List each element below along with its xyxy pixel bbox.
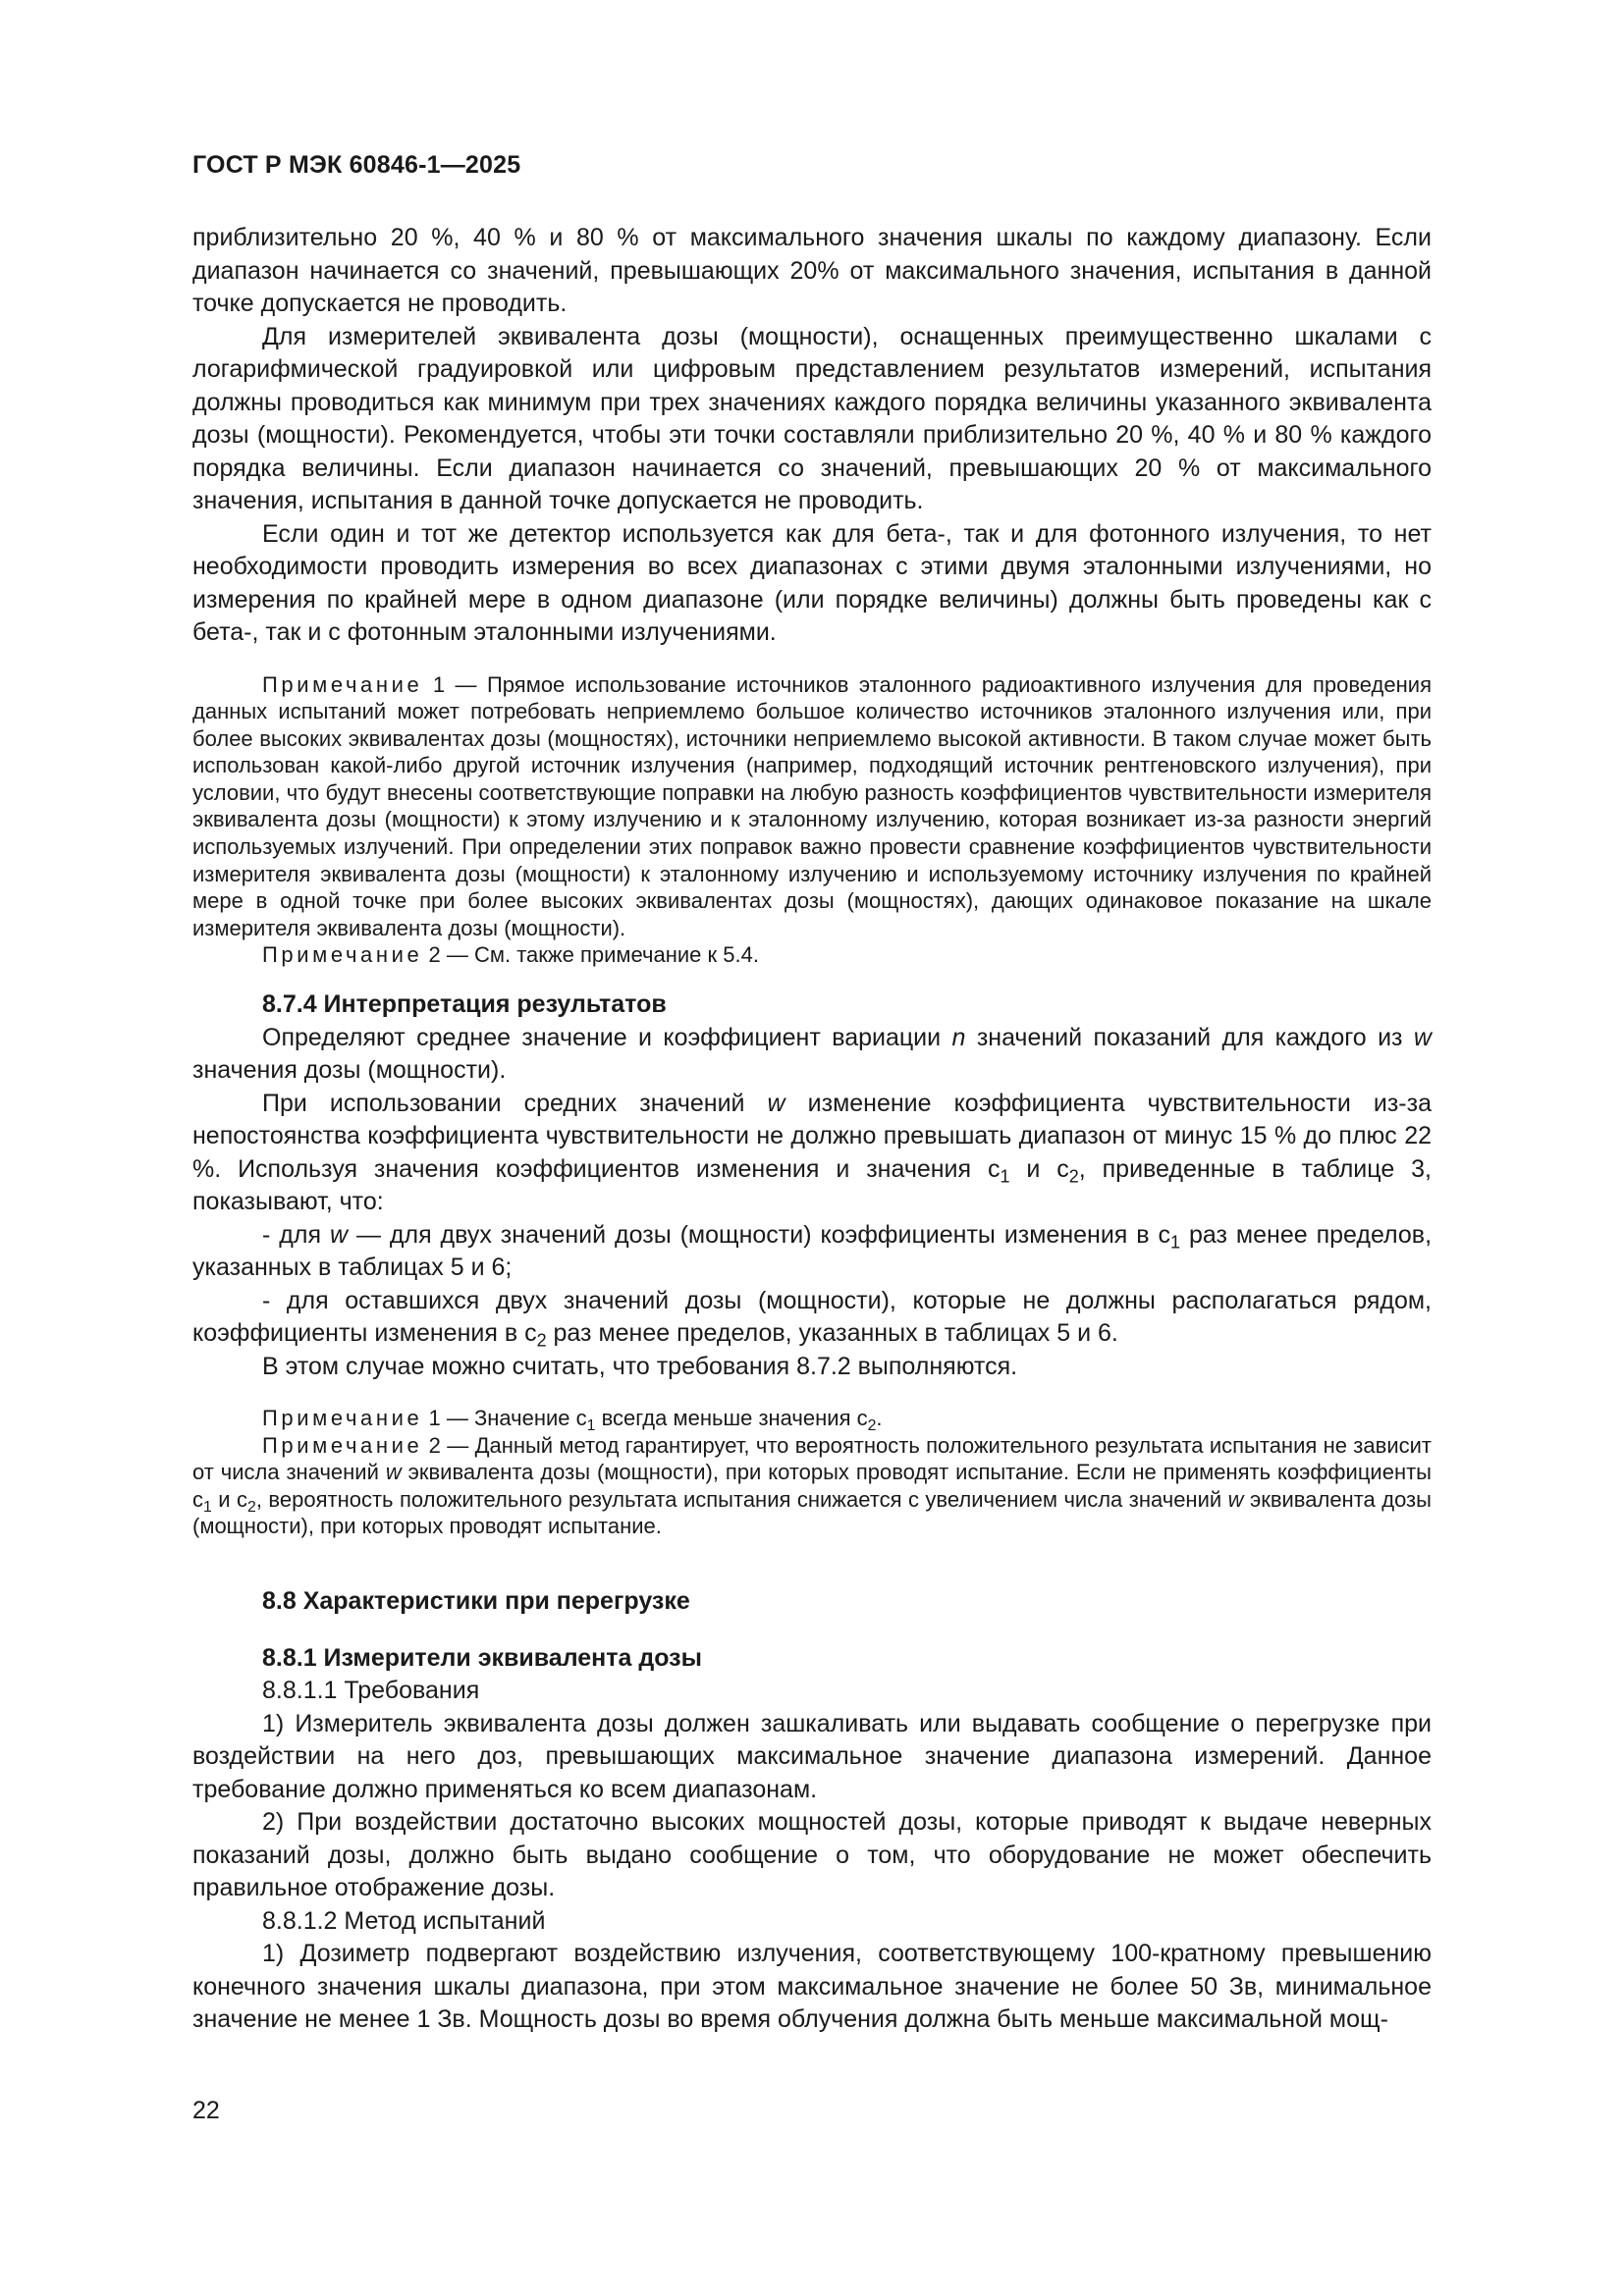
document-body <box>192 222 1432 2037</box>
note-2 <box>192 941 1432 969</box>
note-2: Примечание 2 — Данный метод гарантирует, что вероятность положительного результата испытания не зависит от числа значений w эквивалента дозы (мощности), при которых проводят испытание. Если не применять коэффициенты $c_1$ и $c_2$, вероятность положительного результата испытания снижается с увеличением числа значений w эквивалента дозы (мощности), при которых проводят испытание. <box>192 1432 1432 1539</box>
note-label: Примечание <box>262 671 423 697</box>
paragraph: приблизительно 20 %, 40 % и 80 % от максимального значения шкалы по каждому диапазону. Если диапазон начинается со значений, превышающих 20% от максимального значения, испытания в данной точке допускается не проводить. <box>192 224 1432 317</box>
requirement-item: 2) При воздействии достаточно высоких мощностей дозы, которые приводят к выдаче неверных показаний дозы, должно быть выдано сообщение о том, что оборудование не может обеспечить правильное отображение дозы. <box>192 1808 1432 1901</box>
note-label: Примечание <box>262 942 423 968</box>
section-heading: 8.7.4 Интерпретация результатов <box>262 990 667 1019</box>
document-header: ГОСТ Р МЭК 60846-1—2025 <box>192 151 521 179</box>
clause-title: 8.8.1.2 Метод испытаний <box>262 1906 546 1935</box>
test-item: 1) Дозиметр подвергают воздействию излучения, соответствующему 100-кратному превышению конечного значения шкалы диапазона, при этом максимальное значение не более 50 Зв, минимальное значение не менее 1 Зв. Мощность дозы во время облучения должна быть меньше максимальной мощ- <box>192 1940 1432 2033</box>
clause-title: 8.8.1.1 Требования <box>262 1677 480 1704</box>
paragraph: При использовании средних значений w изменение коэффициента чувствительности из-за непостоянства коэффициента чувствительности не должно превышать диапазон от минус 15 % до плюс 22 %. Используя значения коэффициентов изменения и значения $c_1$ и $c_2$, приведенные в таблице 3, показывают, что: <box>192 1089 1432 1216</box>
paragraph: В этом случае можно считать, что требования 8.7.2 выполняются. <box>262 1352 1018 1380</box>
page-number: 22 <box>192 2097 220 2124</box>
paragraph: Если один и тот же детектор используется как для бета-, так и для фотонного излучения, то нет необходимости проводить измерения во всех диапазонах с этими двумя эталонными излучениями, но измерения по крайней мере в одном диапазоне (или порядке величины) должны быть проведены как с бета-, так и с фотонным эталонными излучениями. <box>192 519 1432 646</box>
requirement-item: 1) Измеритель эквивалента дозы должен зашкаливать или выдавать сообщение о перегрузке при воздействии на него доз, превышающих максимальное значение диапазона измерений. Данное требование должно применяться ко всем диапазонам. <box>192 1709 1432 1803</box>
note-1 <box>192 671 1432 942</box>
note-text: См. также примечание к 5.4. <box>473 942 759 968</box>
note-text: Прямое использование источников эталонного радиоактивного излучения для проведения данных испытаний может потребовать неприемлемо большое количество источников эталонного излучения или, при более высоких эквивалентах дозы (мощностях), источники неприемлемо высокой активности. В таком случае может быть использован какой-либо другой источник излучения (например, подходящий источник рентгеновского излучения), при условии, что будут внесены соответствующие поправки на любую разность коэффициентов чувствительности измерителя эквивалента дозы (мощности) к этому излучению и к эталонному излучению, которая возникает из-за разности энергий используемых излучений. При определении этих поправок важно провести сравнение коэффициентов чувствительности измерителя эквивалента дозы (мощности) к эталонному излучению и используемому источнику излучения по крайней мере в одной точке при более высоких эквивалентах дозы (мощностях), дающих одинаковое показание на шкале измерителя эквивалента дозы (мощности). <box>192 671 1432 940</box>
note-marker: 1 — <box>432 671 477 697</box>
subsection-heading: 8.8.1 Измерители эквивалента дозы <box>262 1643 702 1672</box>
note-1: Примечание 1 — Значение $c_1$ всегда меньше значения $c_2$. <box>262 1406 883 1434</box>
note-marker: 2 — <box>428 942 468 968</box>
paragraph: Для измерителей эквивалента дозы (мощности), оснащенных преимущественно шкалами с логарифмической градуировкой или цифровым представлением результатов измерений, испытания должны проводиться как минимум при трех значениях каждого порядка величины указанного эквивалента дозы (мощности). Рекомендуется, чтобы эти точки составляли приблизительно 20 %, 40 % и 80 % каждого порядка величины. Если диапазон начинается со значений, превышающих 20 % от максимального значения, испытания в данной точке допускается не проводить. <box>192 322 1432 514</box>
list-item: - для оставшихся двух значений дозы (мощности), которые не должны располагаться рядом, коэффициенты изменения в $c_2$ раз менее пределов, указанных в таблицах 5 и 6. <box>192 1286 1432 1351</box>
list-item: - для w — для двух значений дозы (мощности) коэффициенты изменения в $c_1$ раз менее пределов, указанных в таблицах 5 и 6; <box>192 1220 1433 1282</box>
paragraph: Определяют среднее значение и коэффициент вариации n значений показаний для каждого из w значения дозы (мощности). <box>192 1023 1432 1085</box>
section-heading: 8.8 Характеристики при перегрузке <box>262 1587 690 1615</box>
